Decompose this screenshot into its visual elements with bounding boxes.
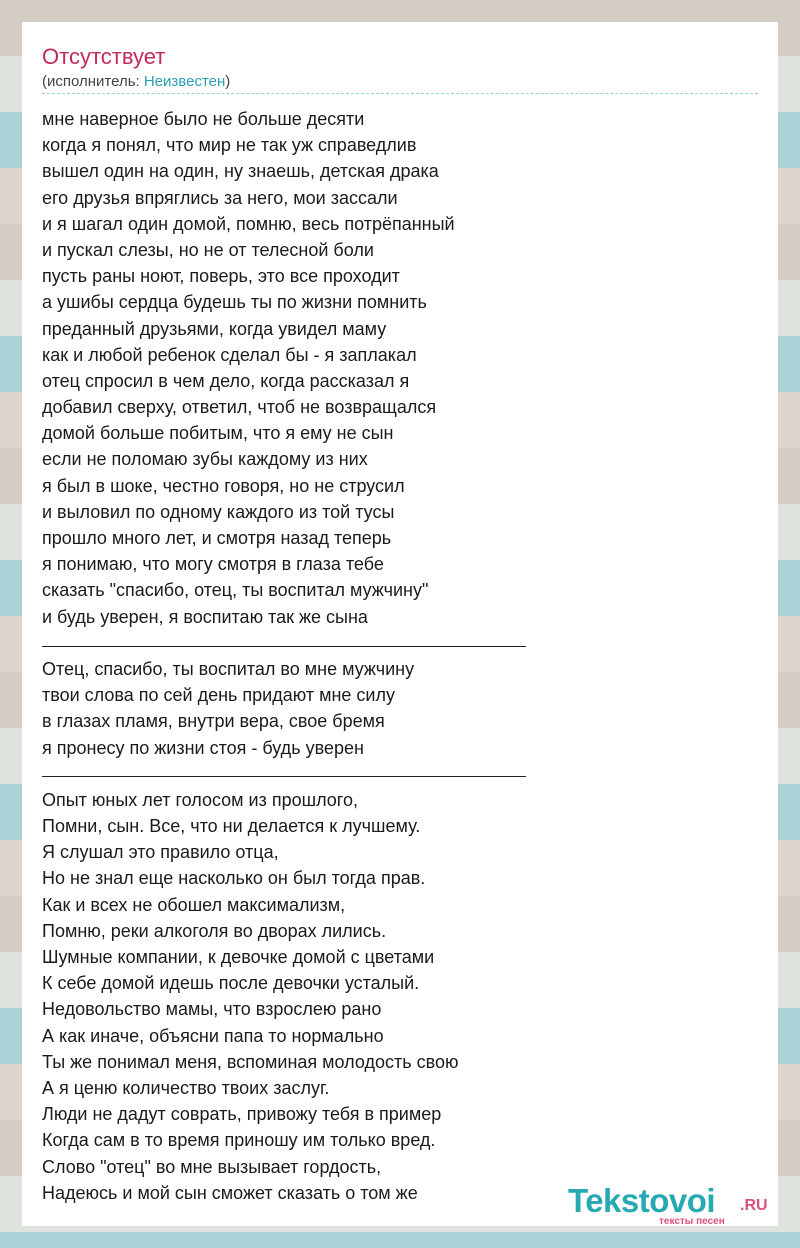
artist-link[interactable]: Неизвестен xyxy=(143,73,226,90)
lyrics-block-2 xyxy=(42,656,742,761)
verse-separator xyxy=(42,646,526,647)
lyric-line: а ушибы сердца будешь ты по жизни помнить xyxy=(42,292,427,313)
logo-name: Tekstovoi xyxy=(568,1182,716,1219)
header-divider xyxy=(42,93,758,94)
lyric-line: Надеюсь и мой сын сможет сказать о том же xyxy=(42,1182,418,1203)
lyrics-block-1 xyxy=(42,106,742,630)
lyric-line: твои слова по сей день придают мне силу xyxy=(42,685,395,706)
site-logo[interactable] xyxy=(568,1182,778,1232)
lyric-line: прошло много лет, и смотря назад теперь xyxy=(42,528,392,548)
lyric-line: Как и всех не обошел максимализм, xyxy=(42,894,346,915)
lyric-line: К себе домой идешь после девочки усталый. xyxy=(42,973,420,994)
song-title: Отсутствует xyxy=(42,44,166,69)
lyric-line: Люди не дадут соврать, привожу тебя в пример xyxy=(42,1104,442,1125)
artist-suffix: ) xyxy=(225,73,231,90)
lyric-line: я понимаю, что могу смотря в глаза тебе xyxy=(42,554,384,575)
lyric-line: Слово "отец" во мне вызывает гордость, xyxy=(42,1156,382,1177)
lyrics-text xyxy=(42,106,742,1206)
artist-line xyxy=(42,73,230,90)
lyric-line: мне наверное было не больше десяти xyxy=(42,109,365,129)
lyric-line: домой больше побитым, что я ему не сын xyxy=(42,423,394,444)
lyric-line: Но не знал еще насколько он был тогда прав. xyxy=(42,868,426,889)
lyrics-block-3 xyxy=(42,787,742,1206)
lyric-line: Я слушал это правило отца, xyxy=(42,842,279,863)
lyrics-card xyxy=(22,22,778,1226)
logo-tagline: тексты песен xyxy=(659,1216,725,1227)
lyric-line: А как иначе, объясни папа то нормально xyxy=(42,1025,384,1046)
logo-tld: .RU xyxy=(740,1197,768,1214)
lyric-line: Шумные компании, к девочке домой с цветами xyxy=(42,947,435,967)
lyric-line: вышел один на один, ну знаешь, детская драка xyxy=(42,161,439,182)
lyric-line: Опыт юных лет голосом из прошлого, xyxy=(42,789,358,810)
lyric-line: А я ценю количество твоих заслуг. xyxy=(42,1077,330,1098)
lyric-line: и выловил по одному каждого из той тусы xyxy=(42,501,395,522)
lyric-line: я пронесу по жизни стоя - будь уверен xyxy=(42,737,364,758)
lyric-line: Помни, сын. Все, что ни делается к лучшему. xyxy=(42,816,421,837)
lyric-line: пусть раны ноют, поверь, это все проходит xyxy=(42,266,400,287)
lyric-line: как и любой ребенок сделал бы - я заплакал xyxy=(42,344,417,365)
lyric-line: добавил сверху, ответил, чтоб не возвращался xyxy=(42,397,437,418)
lyric-line: Отец, спасибо, ты воспитал во мне мужчину xyxy=(42,658,415,679)
lyric-line: если не поломаю зубы каждому из них xyxy=(42,449,368,470)
lyric-line: Помню, реки алкоголя во дворах лились. xyxy=(42,920,387,941)
lyric-line: сказать "спасибо, отец, ты воспитал мужчину" xyxy=(42,580,429,601)
lyric-line: и пускал слезы, но не от телесной боли xyxy=(42,239,374,260)
lyric-line: Ты же понимал меня, вспоминая молодость свою xyxy=(42,1051,459,1072)
lyric-line: когда я понял, что мир не так уж справедлив xyxy=(42,135,417,156)
lyric-line: я был в шоке, честно говоря, но не струсил xyxy=(42,475,405,496)
lyric-line: отец спросил в чем дело, когда рассказал я xyxy=(42,370,410,391)
lyric-line: и я шагал один домой, помню, весь потрёпанный xyxy=(42,213,455,234)
artist-prefix: (исполнитель: xyxy=(42,73,144,90)
lyric-line: Когда сам в то время приношу им только вред. xyxy=(42,1130,436,1151)
lyric-line: Недовольство мамы, что взрослею рано xyxy=(42,999,382,1020)
lyric-line: преданный друзьями, когда увидел маму xyxy=(42,318,387,339)
lyric-line: его друзья впряглись за него, мои зассали xyxy=(42,187,398,208)
lyric-line: в глазах пламя, внутри вера, свое бремя xyxy=(42,711,385,732)
verse-separator xyxy=(42,776,526,777)
lyric-line: и будь уверен, я воспитаю так же сына xyxy=(42,606,368,627)
